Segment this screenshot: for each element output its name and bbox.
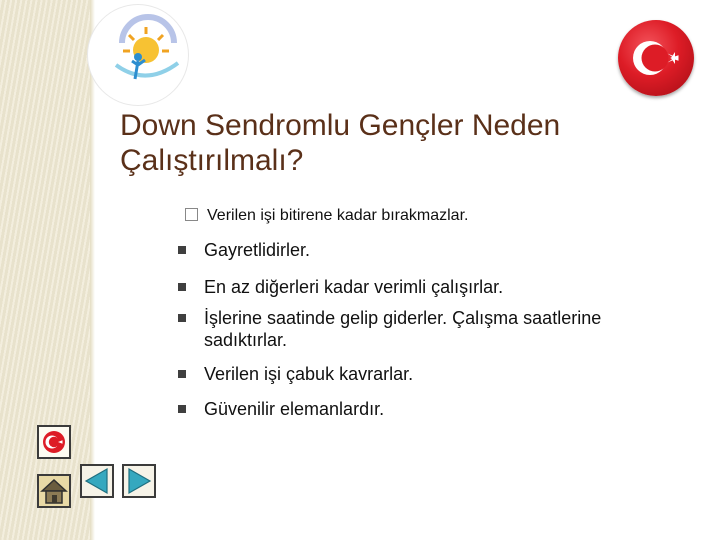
list-item <box>178 276 658 298</box>
organization-logo-icon <box>88 5 188 105</box>
next-button[interactable] <box>122 464 156 498</box>
list-item-text: Verilen işi çabuk kavrarlar. <box>204 364 414 384</box>
bullet-square-icon <box>178 246 186 254</box>
page-title-line-1: Down Sendromlu Gençler Neden <box>120 109 561 142</box>
bullet-square-icon <box>178 405 186 413</box>
bullet-square-icon <box>178 283 186 291</box>
back-arrow-icon <box>82 466 112 496</box>
list-item-text-continued: sadıktırlar. <box>204 330 288 350</box>
checkbox-glyph-icon <box>185 208 198 221</box>
list-item <box>178 307 658 351</box>
home-button[interactable] <box>37 474 71 508</box>
sidebar-edge <box>90 0 95 540</box>
subheading <box>185 207 468 225</box>
list-item-text: Gayretlidirler. <box>204 240 311 260</box>
flag-button[interactable] <box>37 425 71 459</box>
bullet-square-icon <box>178 370 186 378</box>
flag-button-icon <box>39 427 69 457</box>
page-title-line-2: Çalıştırılmalı? <box>120 144 304 177</box>
home-icon <box>39 476 69 506</box>
list-item-text: İşlerine saatinde gelip giderler. Çalışma saatlerine <box>204 308 602 328</box>
turkish-flag-icon <box>618 20 694 96</box>
list-item <box>178 239 658 261</box>
page-title <box>120 108 680 178</box>
list-item-text: Güvenilir elemanlardır. <box>204 399 385 419</box>
list-item <box>178 398 658 420</box>
subheading-text: Verilen işi bitirene kadar bırakmazlar. <box>207 207 469 224</box>
back-button[interactable] <box>80 464 114 498</box>
list-item <box>178 363 658 385</box>
bullet-square-icon <box>178 314 186 322</box>
list-item-text: En az diğerleri kadar verimli çalışırlar. <box>204 277 504 297</box>
next-arrow-icon <box>124 466 154 496</box>
